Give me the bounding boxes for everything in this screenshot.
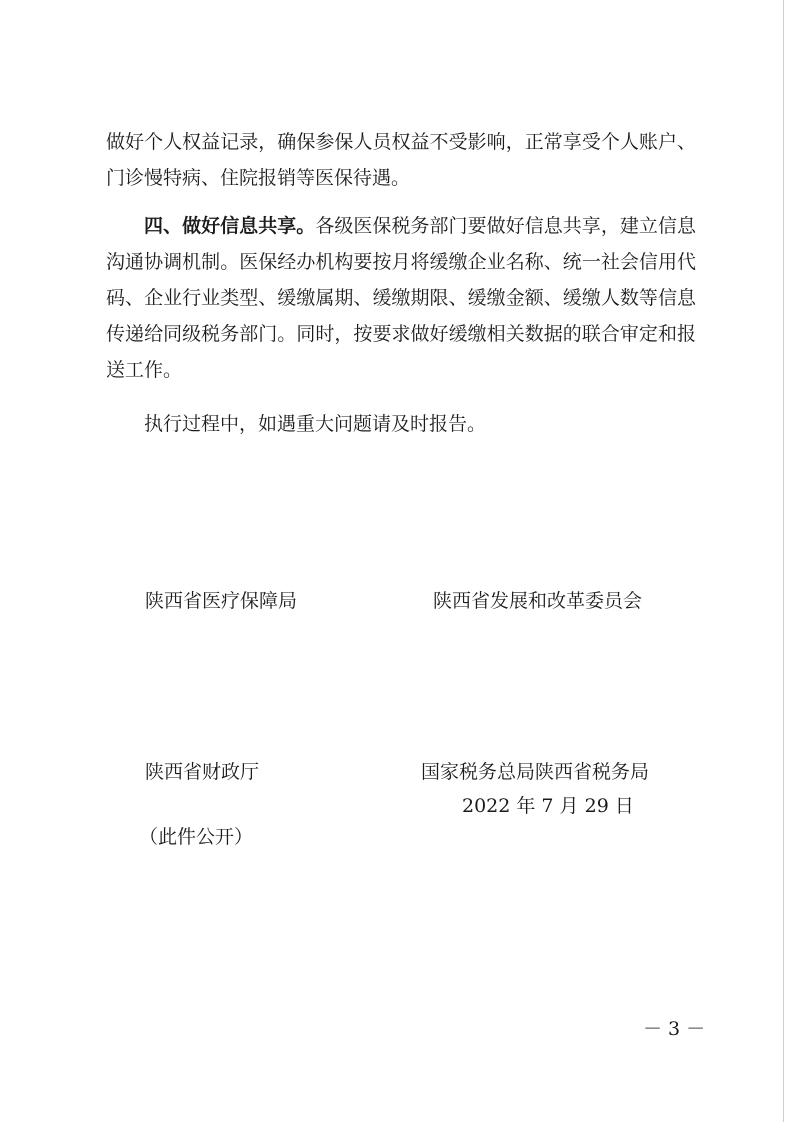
- signature-development-reform-commission: 陕西省发展和改革委员会: [433, 590, 643, 612]
- public-disclosure-note: （此件公开）: [139, 826, 254, 848]
- paragraph-medical-insurance-rights: 做好个人权益记录，确保参保人员权益不受影响，正常享受个人账户、门诊慢特病、住院报销等医保待遇。: [106, 131, 696, 189]
- signature-tax-bureau: 国家税务总局陕西省税务局: [421, 761, 650, 783]
- document-date: 2022 年 7 月 29 日: [462, 795, 634, 817]
- signature-medical-security-bureau: 陕西省医疗保障局: [145, 590, 298, 612]
- page-number: － 3 －: [643, 1018, 706, 1040]
- signature-finance-department: 陕西省财政厅: [145, 761, 260, 783]
- section-heading-information-sharing: 四、做好信息共享。: [144, 215, 316, 237]
- paragraph-information-sharing-text: 各级医保税务部门要做好信息共享，建立信息沟通协调机制。医保经办机构要按月将缓缴企业名称、统一社会信用代码、企业行业类型、缓缴属期、缓缴期限、缓缴金额、缓缴人数等信息传递给同级税务部门。同时，按要求做好缓缴相关数据的联合审定和报送工作。: [106, 215, 696, 381]
- paragraph-report-issues: 执行过程中，如遇重大问题请及时报告。: [144, 413, 487, 435]
- paragraph-information-sharing: [106, 208, 696, 388]
- scan-edge-line: [783, 0, 784, 1122]
